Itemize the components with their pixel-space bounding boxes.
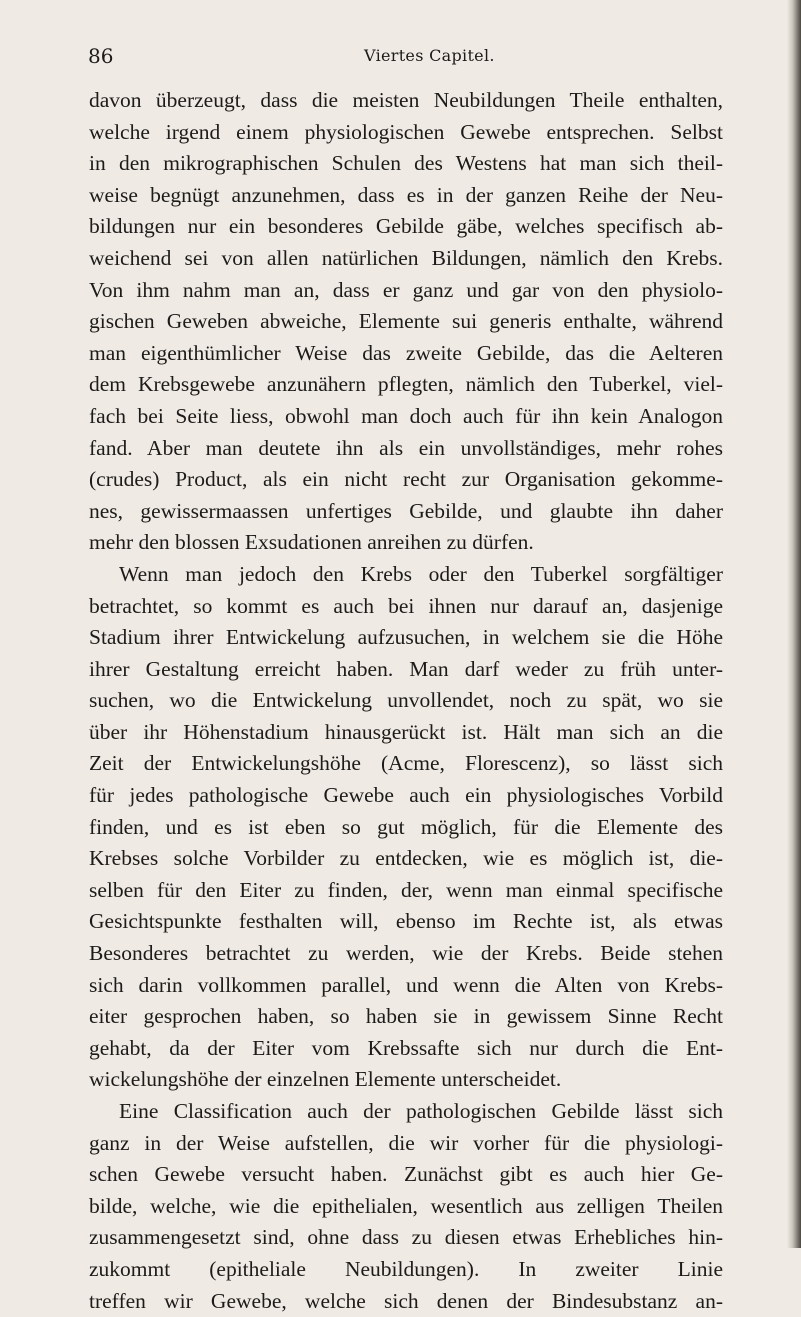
text-line: sich darin vollkommen parallel, und wenn die Alten von Krebs- — [89, 972, 723, 997]
text-line: wickelungshöhe der einzelnen Elemente unterscheidet. — [89, 1067, 562, 1092]
text-line: weise begnügt anzunehmen, dass es in der ganzen Reihe der Neu- — [89, 182, 723, 207]
text-line: in den mikrographischen Schulen des Westens hat man sich theil- — [89, 151, 723, 176]
text-line: Besonderes betrachtet zu werden, wie der Krebs. Beide stehen — [89, 941, 723, 966]
text-line: eiter gesprochen haben, so haben sie in gewissem Sinne Recht — [89, 1004, 723, 1029]
text-line: bildungen nur ein besonderes Gebilde gäbe, welches specifisch ab- — [89, 214, 723, 239]
text-line: mehr den blossen Exsudationen anreihen zu dürfen. — [89, 530, 534, 555]
text-line: man eigenthümlicher Weise das zweite Gebilde, das die Aelteren — [89, 340, 723, 365]
text-line: Wenn man jedoch den Krebs oder den Tuberkel sorgfältiger — [119, 561, 723, 586]
page-header — [88, 44, 728, 74]
text-line: dem Krebsgewebe anzunähern pflegten, nämlich den Tuberkel, viel- — [89, 372, 723, 397]
text-line: Gesichtspunkte festhalten will, ebenso im Rechte ist, als etwas — [89, 909, 723, 934]
text-line: betrachtet, so kommt es auch bei ihnen nur darauf an, dasjenige — [89, 593, 723, 618]
text-line: fach bei Seite liess, obwohl man doch auch für ihn kein Analogon — [89, 403, 723, 428]
text-line: schen Gewebe versucht haben. Zunächst gibt es auch hier Ge- — [89, 1162, 723, 1187]
page-edge-shadow — [787, 0, 801, 1248]
text-line: davon überzeugt, dass die meisten Neubildungen Theile enthalten, — [89, 88, 723, 112]
text-line: gehabt, da der Eiter vom Krebssafte sich nur durch die Ent- — [89, 1035, 723, 1060]
running-title: Viertes Capitel. — [364, 46, 495, 65]
text-line: Stadium ihrer Entwickelung aufzusuchen, in welchem sie die Höhe — [89, 625, 723, 650]
text-line: fand. Aber man deutete ihn als ein unvollständiges, mehr rohes — [89, 435, 723, 460]
text-line: suchen, wo die Entwickelung unvollendet, noch zu spät, wo sie — [89, 688, 723, 713]
text-line: weichend sei von allen natürlichen Bildungen, nämlich den Krebs. — [89, 245, 723, 270]
text-line: treffen wir Gewebe, welche sich denen der Bindesubstanz an- — [89, 1288, 723, 1313]
text-line: Eine Classification auch der pathologischen Gebilde lässt sich — [119, 1099, 723, 1123]
text-line: selben für den Eiter zu finden, der, wenn man einmal specifische — [89, 877, 723, 902]
text-line: für jedes pathologische Gewebe auch ein physiologisches Vorbild — [89, 783, 723, 808]
text-line: Von ihm nahm man an, dass er ganz und gar von den physiolo- — [89, 277, 723, 302]
page-number: 86 — [88, 44, 114, 68]
body-text — [89, 85, 723, 1317]
text-line: Krebses solche Vorbilder zu entdecken, wie es möglich ist, die- — [89, 846, 723, 871]
text-line: zusammengesetzt sind, ohne dass zu diesen etwas Erhebliches hin- — [89, 1225, 723, 1250]
text-line: Zeit der Entwickelungshöhe (Acme, Florescenz), so lässt sich — [89, 751, 723, 776]
text-line: gischen Geweben abweiche, Elemente sui generis enthalte, während — [89, 309, 723, 334]
text-line: (crudes) Product, als ein nicht recht zur Organisation gekomme- — [89, 467, 723, 492]
text-line: über ihr Höhenstadium hinausgerückt ist. Hält man sich an die — [89, 719, 723, 744]
text-line: nes, gewissermaassen unfertiges Gebilde, und glaubte ihn daher — [89, 498, 723, 523]
text-line: finden, und es ist eben so gut möglich, für die Elemente des — [89, 814, 723, 839]
text-line: ganz in der Weise aufstellen, die wir vorher für die physiologi- — [89, 1130, 723, 1155]
text-line: welche irgend einem physiologischen Gewebe entsprechen. Selbst — [89, 119, 723, 144]
text-line: ihrer Gestaltung erreicht haben. Man darf weder zu früh unter- — [89, 656, 723, 681]
text-line: bilde, welche, wie die epithelialen, wesentlich aus zelligen Theilen — [89, 1193, 723, 1218]
text-line: zukommt (epitheliale Neubildungen). In zweiter Linie — [89, 1256, 723, 1281]
